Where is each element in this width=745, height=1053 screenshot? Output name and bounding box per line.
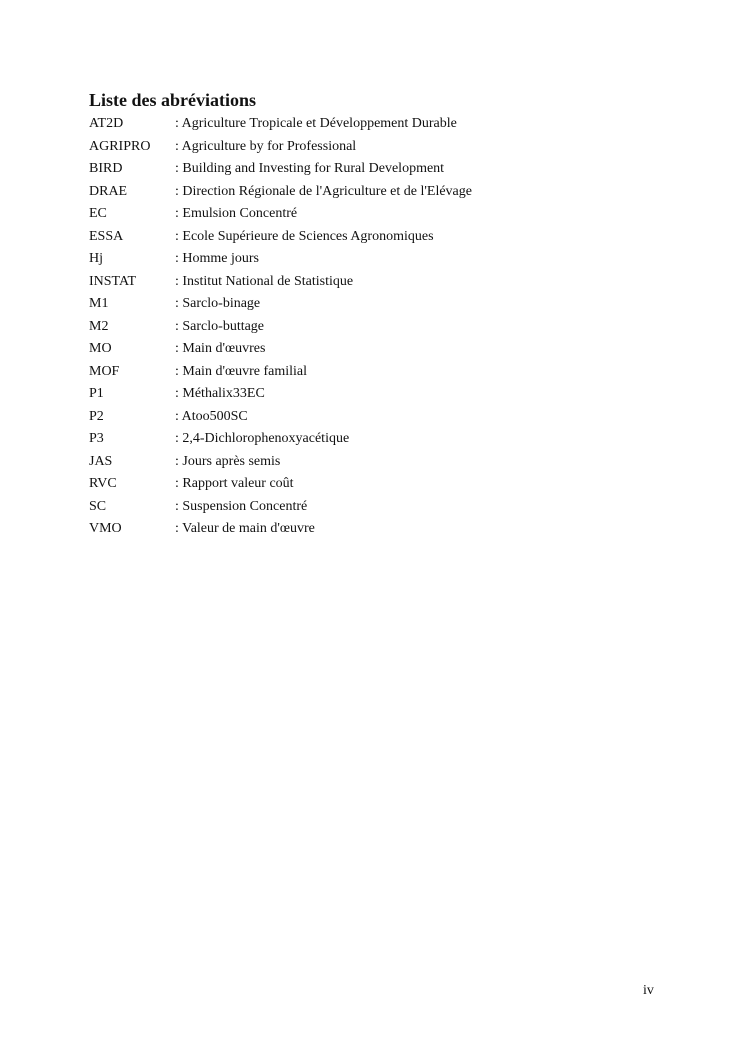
abbreviation-definition: : Agriculture by for Professional bbox=[175, 138, 357, 154]
abbreviation-row bbox=[89, 383, 472, 406]
abbreviation-definition: : Homme jours bbox=[175, 251, 259, 266]
abbreviation-code: M1 bbox=[89, 296, 109, 311]
abbreviation-row bbox=[89, 473, 472, 496]
abbreviation-row bbox=[89, 113, 472, 136]
abbreviation-row bbox=[89, 226, 472, 249]
abbreviation-code: INSTAT bbox=[89, 273, 137, 289]
abbreviation-row bbox=[89, 181, 472, 204]
abbreviation-definition: : Emulsion Concentré bbox=[175, 206, 298, 221]
abbreviation-definition: : Institut National de Statistique bbox=[175, 273, 354, 289]
page-title: Liste des abréviations bbox=[89, 90, 257, 110]
abbreviation-row bbox=[89, 136, 472, 159]
abbreviation-code: Hj bbox=[89, 251, 103, 266]
abbreviation-definition: : Direction Régionale de l'Agriculture et de l'Elévage bbox=[175, 183, 472, 199]
abbreviation-row bbox=[89, 316, 472, 339]
abbreviation-code: M2 bbox=[89, 318, 109, 334]
abbreviation-definition: : Agriculture Tropicale et Développement Durable bbox=[175, 116, 457, 131]
abbreviation-code: P2 bbox=[89, 408, 104, 424]
abbreviation-definition: : Suspension Concentré bbox=[175, 498, 308, 514]
abbreviation-code: RVC bbox=[89, 476, 117, 491]
abbreviation-row bbox=[89, 203, 472, 226]
abbreviation-code: AT2D bbox=[89, 116, 124, 131]
abbreviation-row bbox=[89, 406, 472, 429]
abbreviation-row bbox=[89, 428, 472, 451]
abbreviation-row bbox=[89, 518, 472, 541]
abbreviation-list bbox=[89, 113, 472, 541]
abbreviation-row bbox=[89, 271, 472, 294]
abbreviation-code: BIRD bbox=[89, 161, 123, 176]
abbreviation-row bbox=[89, 361, 472, 384]
abbreviation-row bbox=[89, 496, 472, 519]
abbreviation-code: DRAE bbox=[89, 183, 128, 199]
abbreviation-definition: : Main d'œuvres bbox=[175, 341, 266, 356]
abbreviation-row bbox=[89, 338, 472, 361]
abbreviation-code: MOF bbox=[89, 363, 120, 379]
abbreviation-code: JAS bbox=[89, 453, 113, 469]
abbreviation-definition: : Jours après semis bbox=[175, 453, 281, 469]
abbreviation-code: MO bbox=[89, 341, 112, 356]
abbreviation-definition: : 2,4-Dichlorophenoxyacétique bbox=[175, 431, 350, 446]
abbreviation-definition: : Rapport valeur coût bbox=[175, 476, 294, 491]
abbreviation-code: SC bbox=[89, 498, 107, 514]
abbreviation-code: P1 bbox=[89, 386, 104, 401]
abbreviation-code: P3 bbox=[89, 431, 104, 446]
abbreviation-code: AGRIPRO bbox=[89, 138, 151, 154]
abbreviation-row bbox=[89, 158, 472, 181]
abbreviation-definition: : Méthalix33EC bbox=[175, 386, 265, 401]
abbreviation-definition: : Sarclo-buttage bbox=[175, 318, 265, 334]
abbreviation-definition: : Ecole Supérieure de Sciences Agronomiques bbox=[175, 228, 434, 244]
abbreviation-definition: : Building and Investing for Rural Development bbox=[175, 161, 445, 176]
abbreviation-row bbox=[89, 293, 472, 316]
abbreviation-code: VMO bbox=[89, 521, 122, 536]
abbreviation-definition: : Atoo500SC bbox=[175, 408, 248, 424]
abbreviation-definition: : Sarclo-binage bbox=[175, 296, 261, 311]
abbreviation-code: ESSA bbox=[89, 228, 124, 244]
page-number: iv bbox=[643, 983, 654, 998]
abbreviation-code: EC bbox=[89, 206, 107, 221]
abbreviation-definition: : Valeur de main d'œuvre bbox=[175, 521, 315, 536]
abbreviation-definition: : Main d'œuvre familial bbox=[175, 363, 307, 379]
abbreviation-row bbox=[89, 248, 472, 271]
abbreviation-row bbox=[89, 451, 472, 474]
